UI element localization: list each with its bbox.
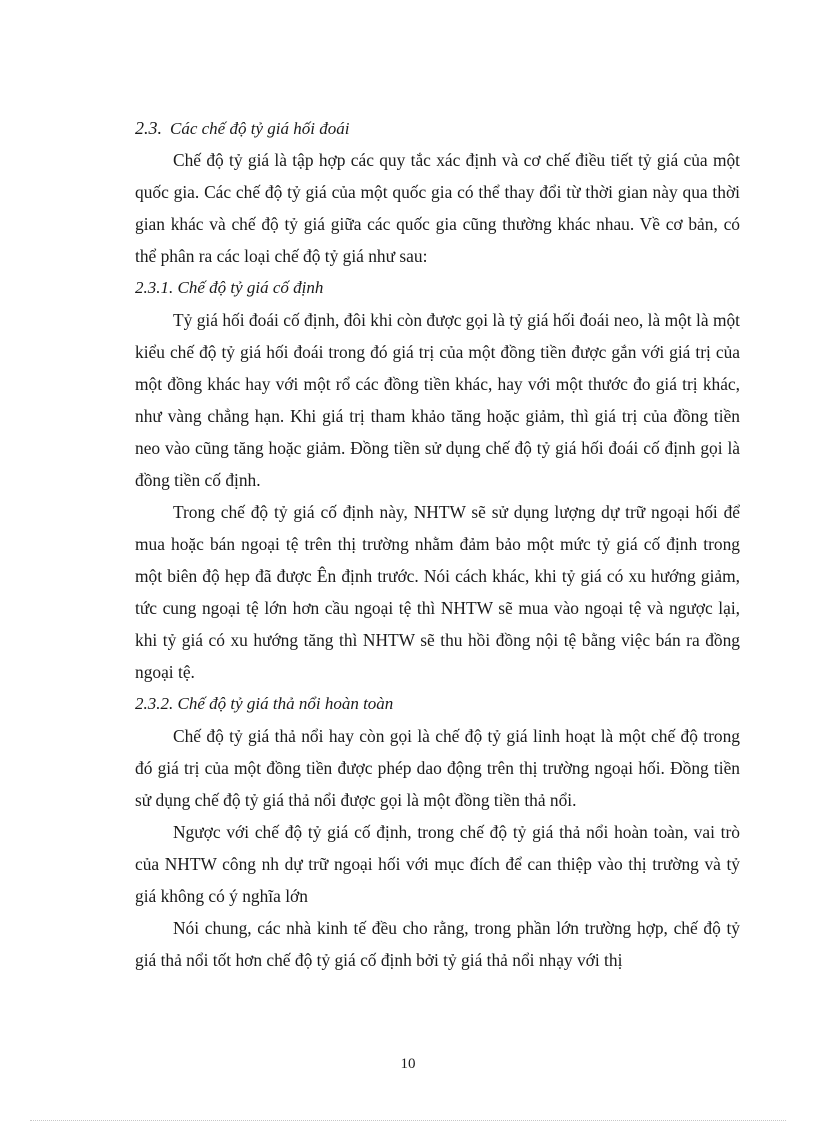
paragraph-intro: Chế độ tỷ giá là tập hợp các quy tắc xác định và cơ chế điều tiết tỷ giá của một quốc gia. Các chế độ tỷ giá của một quốc gia có thể thay đổi từ thời gian này qua thời gian khác và chế độ tỷ giá giữa các quốc gia cũng thường khác nhau. Về cơ bản, có thể phân ra các loại chế độ tỷ giá như sau: (135, 150, 740, 266)
page-number: 10 (400, 1056, 416, 1072)
paragraph-floating-definition: Chế độ tỷ giá thả nổi hay còn gọi là chế độ tỷ giá linh hoạt là một chế độ trong đó giá trị của một đồng tiền được phép dao động trên thị trường ngoại hối. Đồng tiền sử dụng chế độ tỷ giá thả nổi được gọi là một đồng tiền thả nổi. (135, 726, 740, 810)
section-heading (135, 112, 740, 144)
page-bottom-divider (30, 1120, 786, 1121)
subsection-heading-floating: 2.3.2. Chế độ tỷ giá thả nổi hoàn toàn (135, 694, 394, 713)
subsection-heading-fixed: 2.3.1. Chế độ tỷ giá cố định (135, 278, 324, 297)
paragraph-floating-role: Ngược với chế độ tỷ giá cố định, trong chế độ tỷ giá thả nổi hoàn toàn, vai trò của NHTW công nh dự trữ ngoại hối với mục đích để can thiệp vào thị trường và tỷ giá không có ý nghĩa lớn (135, 822, 740, 906)
page-content (135, 112, 740, 976)
paragraph-floating-comparison: Nói chung, các nhà kinh tế đều cho rằng, trong phần lớn trường hợp, chế độ tỷ giá thả nổi tốt hơn chế độ tỷ giá cố định bởi tỷ giá thả nổi nhạy với thị (135, 918, 740, 970)
section-number: 2.3. (135, 118, 162, 138)
section-title: Các chế độ tỷ giá hối đoái (170, 119, 350, 138)
paragraph-fixed-definition: Tỷ giá hối đoái cố định, đôi khi còn được gọi là tỷ giá hối đoái neo, là một là một kiểu chế độ tỷ giá hối đoái trong đó giá trị của một đồng tiền được gắn với giá trị của một đồng khác hay với một rổ các đồng tiền khác, hay với một thước đo giá trị khác, như vàng chẳng hạn. Khi giá trị tham khảo tăng hoặc giảm, thì giá trị của đồng tiền neo vào cũng tăng hoặc giảm. Đồng tiền sử dụng chế độ tỷ giá hối đoái cố định gọi là đồng tiền cố định. (135, 310, 740, 490)
paragraph-fixed-mechanism: Trong chế độ tỷ giá cố định này, NHTW sẽ sử dụng lượng dự trữ ngoại hối để mua hoặc bán ngoại tệ trên thị trường nhằm đảm bảo một mức tỷ giá cố định trong một biên độ hẹp đã được Ên định trước. Nói cách khác, khi tỷ giá có xu hướng giảm, tức cung ngoại tệ lớn hơn cầu ngoại tệ thì NHTW sẽ mua vào ngoại tệ và ngược lại, khi tỷ giá có xu hướng tăng thì NHTW sẽ thu hồi đồng nội tệ bằng việc bán ra đồng ngoại tệ. (135, 502, 740, 682)
